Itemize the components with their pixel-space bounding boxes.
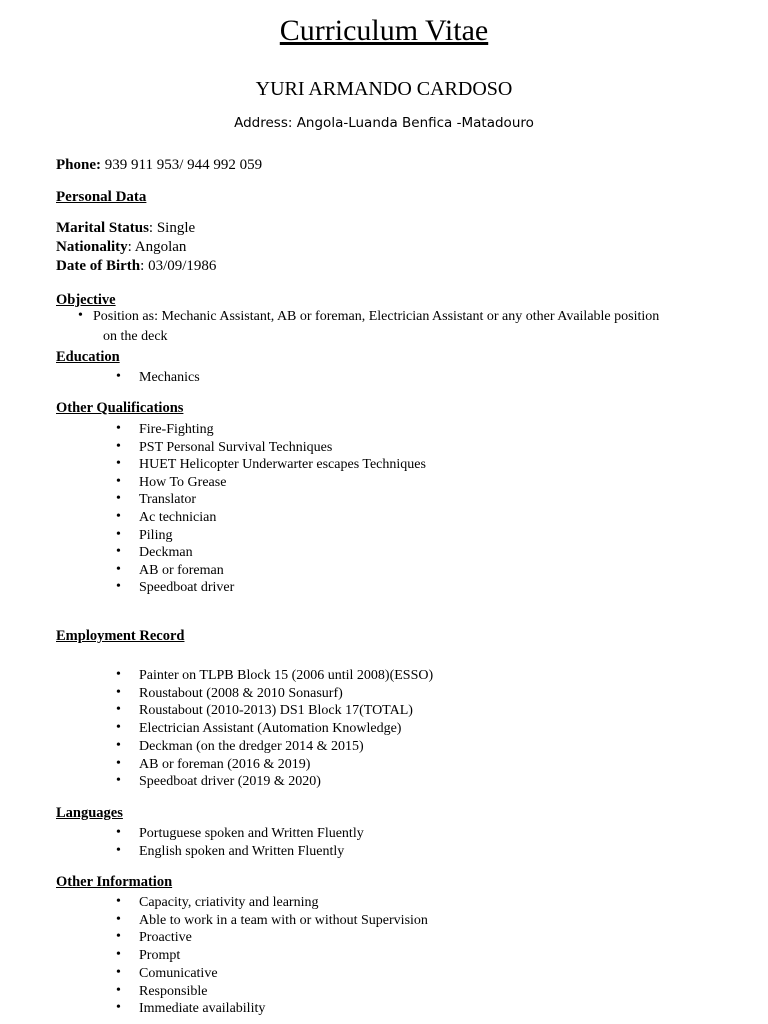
other-information-bullet: • — [116, 911, 121, 927]
marital-status-line — [56, 220, 195, 237]
qualification-bullet: • — [116, 456, 121, 472]
employment-item: Deckman (on the dredger 2014 & 2015) — [139, 738, 364, 754]
qualification-bullet: • — [116, 561, 121, 577]
document-title: Curriculum Vitae — [279, 14, 489, 47]
phone-label: Phone: — [56, 157, 101, 173]
languages-heading: Languages — [56, 805, 123, 821]
other-information-item: Proactive — [139, 930, 192, 946]
employment-bullet: • — [116, 702, 121, 718]
qualification-item: PST Personal Survival Techniques — [139, 439, 333, 455]
qualification-item: HUET Helicopter Underwarter escapes Techniques — [139, 457, 426, 473]
other-information-heading: Other Information — [56, 874, 173, 890]
qualification-item: Ac technician — [139, 510, 217, 525]
other-information-item: Capacity, criativity and learning — [139, 895, 319, 910]
qualification-bullet: • — [116, 491, 121, 507]
objective-bullet: • — [78, 308, 83, 323]
education-item: Mechanics — [139, 370, 200, 385]
objective-text-line1: Position as: Mechanic Assistant, AB or foreman, Electrician Assistant or any other Available position — [93, 309, 660, 324]
nationality-line — [56, 239, 186, 256]
candidate-name: YURI ARMANDO CARDOSO — [255, 78, 513, 100]
language-item: Portuguese spoken and Written Fluently — [139, 826, 364, 841]
phone-line — [56, 157, 262, 174]
employment-bullet: • — [116, 684, 121, 700]
employment-item: AB or foreman (2016 & 2019) — [139, 756, 311, 772]
qualification-item: Piling — [139, 527, 173, 543]
employment-bullet: • — [116, 755, 121, 771]
objective-heading: Objective — [56, 292, 116, 308]
qualification-bullet: • — [116, 526, 121, 542]
marital-status-value: : Single — [148, 220, 196, 236]
date-of-birth-label: Date of Birth — [56, 258, 141, 274]
employment-item: Roustabout (2008 & 2010 Sonasurf) — [139, 685, 343, 701]
qualification-item: Deckman — [139, 545, 193, 561]
employment-item: Speedboat driver (2019 & 2020) — [139, 774, 321, 790]
qualification-bullet: • — [116, 438, 121, 454]
other-information-bullet: • — [116, 947, 121, 963]
qualification-bullet: • — [116, 509, 121, 524]
qualification-bullet: • — [116, 544, 121, 560]
nationality-label: Nationality — [56, 239, 128, 255]
other-information-bullet: • — [116, 929, 121, 945]
other-information-item: Able to work in a team with or without Supervision — [139, 912, 428, 928]
qualification-item: Speedboat driver — [139, 580, 235, 596]
nationality-value: : Angolan — [127, 239, 187, 255]
qualification-item: AB or foreman — [139, 562, 224, 578]
address-line: Address: Angola-Luanda Benfica -Matadouro — [234, 115, 534, 131]
employment-item: Electrician Assistant (Automation Knowledge) — [139, 721, 402, 737]
employment-bullet: • — [116, 737, 121, 753]
education-bullet: • — [116, 369, 121, 384]
qualification-bullet: • — [116, 421, 121, 436]
objective-text-line2: on the deck — [103, 329, 168, 344]
marital-status-label: Marital Status — [56, 220, 149, 236]
qualification-bullet: • — [116, 473, 121, 489]
date-of-birth-value: : 03/09/1986 — [140, 258, 217, 274]
personal-data-heading: Personal Data — [56, 189, 147, 205]
education-heading: Education — [56, 349, 120, 365]
other-information-item: Immediate availability — [139, 1001, 266, 1017]
other-information-bullet: • — [116, 894, 121, 909]
qualification-item: Translator — [139, 492, 197, 508]
other-information-item: Prompt — [139, 948, 181, 964]
other-information-bullet: • — [116, 964, 121, 980]
employment-record-heading: Employment Record — [56, 628, 185, 644]
qualification-bullet: • — [116, 579, 121, 595]
other-information-item: Responsible — [139, 983, 208, 999]
employment-bullet: • — [116, 720, 121, 736]
employment-item: Roustabout (2010-2013) DS1 Block 17(TOTAL) — [139, 703, 413, 719]
qualification-item: How To Grease — [139, 474, 227, 490]
employment-item: Painter on TLPB Block 15 (2006 until 2008)(ESSO) — [139, 668, 434, 683]
language-bullet: • — [116, 825, 121, 840]
language-item: English spoken and Written Fluently — [139, 843, 345, 859]
date-of-birth-line — [56, 258, 216, 275]
other-information-bullet: • — [116, 982, 121, 998]
other-information-bullet: • — [116, 1000, 121, 1016]
qualification-item: Fire-Fighting — [139, 422, 214, 437]
phone-value: 939 911 953/ 944 992 059 — [101, 157, 263, 173]
employment-bullet: • — [116, 667, 121, 682]
language-bullet: • — [116, 842, 121, 858]
employment-bullet: • — [116, 773, 121, 789]
other-information-item: Comunicative — [139, 965, 218, 981]
other-qualifications-heading: Other Qualifications — [56, 400, 184, 416]
